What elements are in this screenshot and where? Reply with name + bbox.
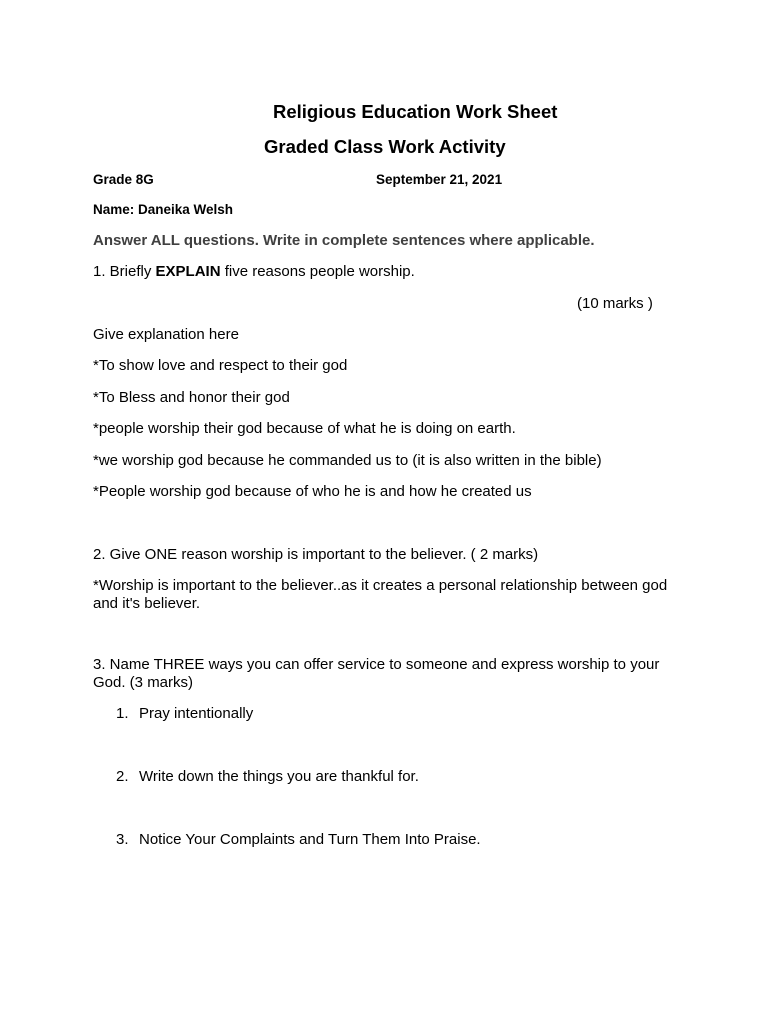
explanation-prompt: Give explanation here xyxy=(93,326,239,343)
instructions: Answer ALL questions. Write in complete sentences where applicable. xyxy=(93,232,595,249)
document-title: Religious Education Work Sheet xyxy=(273,101,558,122)
question-1-prefix: 1. Briefly xyxy=(93,263,156,280)
list-item: Notice Your Complaints and Turn Them Into Praise. xyxy=(139,831,481,848)
answer-2: *Worship is important to the believer..as it creates a personal relationship between god and it's believer. xyxy=(93,577,668,612)
answer-1-line: *people worship their god because of what he is doing on earth. xyxy=(93,420,516,437)
question-1-emphasis: EXPLAIN xyxy=(155,263,221,280)
answer-1-line: *To show love and respect to their god xyxy=(93,357,348,374)
date-label: September 21, 2021 xyxy=(376,172,503,187)
document-subtitle: Graded Class Work Activity xyxy=(264,136,506,157)
question-2: 2. Give ONE reason worship is important to the believer. ( 2 marks) xyxy=(93,546,539,563)
question-1 xyxy=(93,263,415,281)
answer-1-line: *To Bless and honor their god xyxy=(93,389,290,406)
grade-label: Grade 8G xyxy=(93,172,154,187)
list-item-number: 2. xyxy=(116,768,129,785)
answer-1-line: *People worship god because of who he is and how he created us xyxy=(93,483,532,500)
question-1-suffix: five reasons people worship. xyxy=(220,263,415,280)
list-item-number: 1. xyxy=(116,705,129,722)
list-item: Write down the things you are thankful for. xyxy=(139,768,419,785)
question-3: 3. Name THREE ways you can offer service to someone and express worship to your God. (3 marks) xyxy=(93,656,660,691)
question-1-marks: (10 marks ) xyxy=(577,295,653,312)
list-item-number: 3. xyxy=(116,831,129,848)
list-item: Pray intentionally xyxy=(139,705,254,722)
student-name: Name: Daneika Welsh xyxy=(93,202,234,217)
answer-1-line: *we worship god because he commanded us to (it is also written in the bible) xyxy=(93,452,602,469)
